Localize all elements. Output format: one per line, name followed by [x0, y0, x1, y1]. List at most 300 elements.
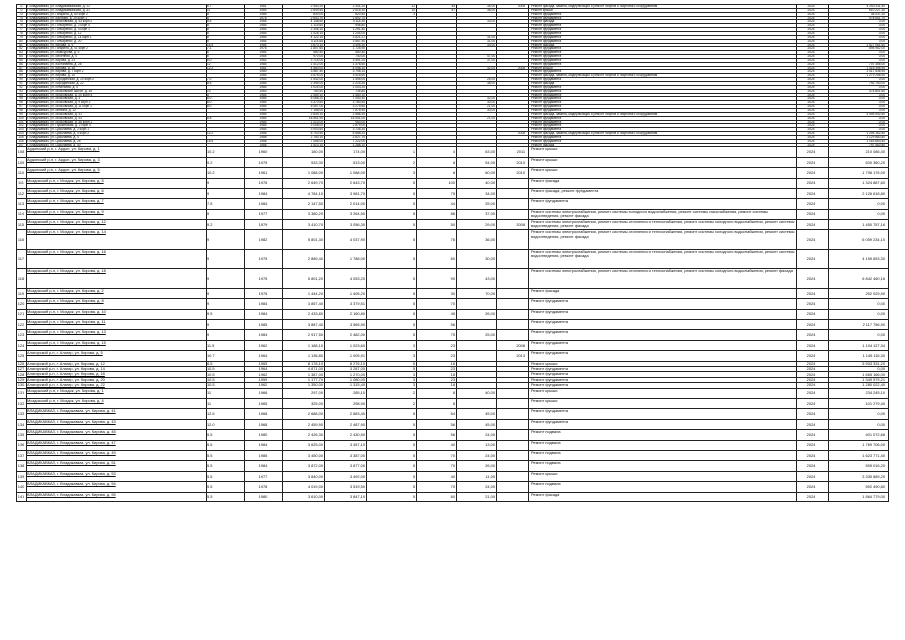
cell-a1: 2 643,70	[310, 16, 323, 20]
cell-sum: 0,00	[878, 31, 885, 35]
cell-cnt: 23	[450, 366, 455, 372]
cell-work: Ремонт фундамента	[531, 93, 562, 97]
cell-a1: 970,00	[313, 55, 323, 59]
cell-sum: 1 145 116,30	[862, 352, 885, 358]
cell-plan: 2024	[806, 190, 816, 196]
cell-sum: 4 495 592,60	[866, 112, 885, 116]
table-row	[16, 419, 888, 429]
cell-yr2: 2008	[516, 342, 525, 348]
cell-a1: 4 784,10	[307, 190, 323, 196]
cell-num: 90	[19, 78, 23, 82]
cell-a2: 3 287,00	[349, 366, 365, 372]
cell-addr: г. Владикавказ, ул. Московская, д. 46 корп 1	[27, 120, 93, 124]
cell-a1: 3 587,40	[310, 70, 323, 74]
cell-cnt: 70	[450, 452, 455, 458]
cell-sum: 0,00	[878, 101, 885, 105]
cell-addr: Алагирский р-н, г. Алагир, ул. Кирова, д. 18	[27, 372, 105, 377]
cell-num: 139	[17, 473, 25, 479]
cell-plan: 2024	[807, 78, 815, 82]
cell-a2: 1 005,91	[349, 352, 365, 358]
cell-addr: ВЛАДИКАВКАЗ, г. Владикавказ, ул. Кирова, д. 54	[27, 482, 116, 487]
cell-fl: 10	[411, 8, 415, 12]
column-divider	[244, 4, 245, 502]
cell-work: Ремонт подвала	[531, 430, 561, 435]
cell-addr: Моздокский р-н, г. Моздок, ул. Кирова, д. 6	[27, 189, 104, 194]
cell-v1: 9	[207, 190, 210, 196]
cell-a1: 325,00	[311, 400, 323, 406]
cell-addr: г. Владикавказ, ул. Весенняя, д. 4	[27, 55, 77, 59]
cell-a2: 513,00	[353, 159, 365, 165]
cell-v1: 8	[207, 12, 209, 16]
cell-a2: 3 877,00	[349, 463, 365, 469]
cell-work: Ремонт крыши	[531, 361, 558, 366]
cell-plan: 2024	[806, 149, 816, 155]
cell-yr2: 2008	[516, 221, 525, 227]
cell-addr: г. Владикавказ, ул. Гагарина, д. 41 корп 2	[27, 47, 88, 51]
cell-cnt: 100	[448, 180, 455, 186]
cell-v1: 12	[207, 62, 211, 66]
cell-num: 128	[17, 372, 25, 377]
cell-yr2: 2013	[516, 352, 525, 358]
cell-a2: 1 291,50	[352, 28, 365, 32]
cell-sum: 707 356,00	[869, 62, 885, 66]
cell-plan: 2024	[807, 74, 815, 78]
cell-v1: 5.5	[207, 494, 213, 500]
cell-v1: 11	[207, 400, 212, 406]
cell-work: Ремонт фасада	[531, 143, 555, 147]
cell-fl: 12	[411, 5, 415, 8]
cell-v1: 10.2	[207, 149, 215, 155]
cell-a2: 3 587,40	[352, 39, 365, 43]
cell-sum: 4 159 653,30	[862, 256, 885, 262]
cell-v2: 32,00	[487, 97, 495, 101]
cell-a1: 2 440,20	[310, 5, 323, 8]
cell-a2: 7 040,40	[352, 97, 365, 101]
cell-v1: 6	[207, 55, 209, 59]
cell-v1: 7.1	[207, 47, 212, 51]
cell-addr: г. Владикавказ, ул. Гончаренко, д. 4 корп 1	[27, 28, 90, 32]
cell-a1: 2 426,30	[307, 431, 323, 437]
cell-v1: 9	[207, 180, 210, 186]
cell-sum: 895 962,00	[869, 47, 885, 51]
cell-addr: г. Владикавказ, ул. Пушкинская, д. 2 корп 4	[27, 124, 91, 128]
cell-plan: 2024	[806, 452, 816, 458]
cell-a2: 1 788,00	[349, 256, 365, 262]
cell-sum: 45 037,20	[870, 12, 885, 16]
cell-v2: 24,00	[485, 483, 495, 489]
cell-a2: 2 487,90	[349, 421, 365, 427]
cell-a2: 1 405,20	[349, 290, 365, 296]
cell-addr: ВЛАДИКАВКАЗ, г. Владикавказ, ул. Кирова, д. 43	[27, 419, 116, 424]
cell-num: 80	[19, 39, 23, 43]
table-border	[16, 4, 17, 502]
cell-plan: 2024	[807, 51, 815, 55]
cell-cnt: 44	[451, 5, 455, 8]
cell-fl: 5	[412, 483, 415, 489]
cell-a2: 4 053,20	[349, 275, 365, 281]
cell-a1: 1 807,60	[310, 47, 323, 51]
cell-fl: 5	[412, 452, 415, 458]
cell-num: 130	[17, 383, 25, 388]
cell-addr: Моздокский р-н, г. Моздок, ул. Кирова, д. 11	[27, 319, 106, 324]
cell-year: 1984	[258, 201, 268, 207]
cell-num: 73	[19, 12, 23, 16]
cell-year: 1984	[259, 101, 267, 105]
cell-addr: Моздокский р-н, г. Моздок, ул. Кирова, д. 9	[27, 209, 104, 214]
cell-sum: 1 417 536,90	[866, 70, 885, 74]
cell-v2: 31,00	[487, 39, 495, 43]
table-row	[16, 398, 888, 408]
cell-work: Ремонт фасада, замена, модернизация и ремонт лифтов и лифтового оборудования	[531, 112, 658, 116]
cell-a1: 3 857,40	[307, 300, 323, 306]
cell-num: 124	[17, 342, 25, 348]
cell-plan: 2024	[806, 400, 816, 406]
cell-a1: 2 308,10	[310, 28, 323, 32]
cell-addr: г. Владикавказ, ул. Кирова, д. 9	[27, 43, 74, 47]
cell-addr: г. Владикавказ, ул. Московская, д. 11 корп 1	[27, 105, 92, 109]
cell-a1: 3 625,00	[307, 442, 323, 448]
cell-v2: 13,00	[485, 442, 495, 448]
cell-year: 1984	[259, 78, 267, 82]
cell-a2: 3 457,10	[349, 442, 365, 448]
cell-addr: Моздокский р-н, г. Моздок, ул. Кирова, д. 10	[27, 309, 106, 314]
cell-addr: г. Владикавказ, ул. Московская, д. 9 корп 2	[27, 101, 91, 105]
cell-v2: 25,00	[485, 332, 495, 338]
cell-v2: 47,00	[487, 55, 495, 59]
cell-a1: 4 871,00	[307, 366, 323, 372]
cell-work: Ремонт крыши	[531, 147, 558, 152]
cell-a2: 1 003,20	[352, 85, 365, 89]
cell-sum: 3 335 889,20	[862, 473, 885, 479]
cell-a2: 2 879,00	[352, 124, 365, 128]
cell-addr: г. Владикавказ, ул. Цоколаева, д. 2 корп 1	[27, 128, 89, 132]
cell-a1: 297,00	[311, 390, 323, 396]
cell-v2: 34,00	[485, 190, 495, 196]
cell-sum: 2 126 618,80	[862, 190, 885, 196]
cell-sum: 0,00	[878, 105, 885, 109]
cell-a2: 3 798,10	[352, 70, 365, 74]
cell-work: Ремонт крыши	[531, 157, 558, 162]
cell-year: 1984	[259, 85, 267, 89]
cell-v2: 33,00	[487, 43, 495, 47]
cell-num: 93	[19, 89, 23, 93]
table-border	[888, 4, 889, 502]
cell-a1: 1 136,80	[307, 352, 323, 358]
cell-addr: ВЛАДИКАВКАЗ, г. Владикавказ, ул. Кирова, д. 41	[27, 409, 116, 414]
cell-a1: 18 561,90	[308, 116, 323, 120]
cell-sum: 0,00	[878, 128, 885, 132]
cell-year: 1980	[258, 494, 268, 500]
cell-addr: г. Владикавказ, ул. Бородинская, д. 20 корп 2	[27, 78, 94, 82]
cell-addr: Моздокский р-н, г. Моздок, ул. Кирова, д. 7	[27, 199, 104, 204]
cell-plan: 2024	[807, 112, 815, 116]
cell-a2: 3 379,51	[349, 300, 365, 306]
cell-a1: 3 872,00	[307, 463, 323, 469]
cell-v1: 8	[207, 16, 209, 20]
cell-addr: г. Владикавказ, ул. Цоколаева, д. 40	[27, 143, 81, 147]
cell-a2: 7 222,00	[352, 139, 365, 143]
cell-a2: 2 683,40	[349, 411, 365, 417]
cell-num: 92	[19, 85, 23, 89]
cell-v1: 8.0	[207, 105, 212, 109]
cell-a1: 5 801,30	[307, 236, 323, 242]
cell-v2: 45,00	[485, 421, 495, 427]
cell-fl: 5	[412, 494, 415, 500]
cell-year: 1984	[259, 108, 267, 112]
table-row	[16, 298, 888, 308]
cell-cnt: 18	[450, 383, 455, 388]
cell-year: 1985	[259, 20, 267, 24]
cell-cnt: 86	[450, 211, 455, 217]
cell-sum: 0,00	[878, 85, 885, 89]
cell-work: Ремонт фасада, замена, модернизация и ремонт лифтов и лифтового оборудования	[531, 132, 658, 136]
cell-plan: 2024	[806, 372, 816, 377]
cell-year: 1984	[259, 31, 267, 35]
cell-cnt: 50	[450, 221, 455, 227]
cell-year: 1959	[258, 377, 268, 382]
cell-sum: 0,00	[878, 20, 885, 24]
cell-yr2: 2008	[517, 5, 525, 8]
cell-work: Ремонт подвала	[531, 482, 561, 487]
cell-num: 141	[17, 494, 25, 500]
cell-a1: 6 700,50	[310, 132, 323, 136]
cell-num: 122	[17, 321, 25, 327]
cell-a2: 1 080,00	[349, 377, 365, 382]
cell-v2: 21,00	[485, 494, 495, 500]
cell-work: Ремонт фундамента	[531, 105, 562, 109]
cell-year: 1986	[259, 143, 267, 147]
cell-num: 100	[18, 116, 24, 120]
cell-v1: 9	[207, 332, 210, 338]
column-divider	[366, 4, 367, 502]
cell-v1: 10.7	[207, 352, 215, 358]
cell-plan: 2024	[807, 66, 815, 70]
cell-a2: 1 023,60	[349, 342, 365, 348]
cell-year: 1984	[259, 97, 267, 101]
cell-a1: 830,00	[313, 12, 323, 16]
cell-addr: г. Владикавказ, ул. Бородинская, д. 22	[27, 82, 84, 85]
cell-v1: 11	[207, 390, 212, 396]
cell-a2: 3 495,30	[352, 43, 365, 47]
table-row	[16, 188, 888, 198]
cell-work: Ремонт крыши	[531, 8, 553, 12]
cell-num: 76	[19, 24, 23, 28]
cell-addr: г. Владикавказ, ул. Московская, д. 20 корп 4	[27, 93, 93, 97]
cell-addr: г. Владикавказ, ул. Владикавказская, д. 22	[27, 5, 90, 8]
cell-a1: 3 840,00	[307, 473, 323, 479]
table-row	[16, 492, 888, 502]
cell-plan: 2024	[806, 366, 816, 372]
cell-year: 1975	[258, 275, 268, 281]
cell-year: 1984	[259, 120, 267, 124]
cell-plan: 2024	[807, 70, 815, 74]
cell-plan: 2024	[807, 35, 815, 39]
cell-work: Ремонт фундамента	[531, 351, 569, 356]
column-divider	[282, 4, 283, 502]
cell-addr: Алагирский р-н, г. Алагир, ул. Кирова, д. 5	[27, 351, 103, 356]
table-row	[16, 288, 888, 298]
cell-work: Ремонт подвала	[531, 440, 561, 445]
cell-v2: 29,00	[485, 221, 495, 227]
cell-sum: 792 790,00	[869, 82, 885, 85]
cell-v2: 40,00	[485, 390, 495, 396]
cell-a1: 2 889,40	[307, 256, 323, 262]
cell-num: 116	[17, 236, 25, 242]
cell-fl: 5	[412, 361, 415, 366]
cell-a1: 2 688,00	[307, 411, 323, 417]
cell-num: 95	[19, 97, 23, 101]
cell-v1: 5.5	[207, 431, 213, 437]
cell-year: 1985	[258, 452, 268, 458]
cell-sum: 0,00	[878, 24, 885, 28]
cell-a1: 580,40	[313, 51, 323, 55]
cell-a1: 3 576,00	[310, 74, 323, 78]
cell-sum: 592 490,80	[865, 483, 885, 489]
cell-num: 138	[17, 463, 25, 469]
cell-fl: 5	[412, 300, 415, 306]
column-divider	[828, 4, 829, 502]
table-row	[16, 440, 888, 450]
cell-num: 77	[19, 28, 23, 32]
cell-v1: 15.5	[207, 139, 214, 143]
cell-work: Ремонт фундамента	[531, 372, 569, 377]
cell-plan: 2024	[807, 31, 815, 35]
cell-work: Ремонт крыши	[531, 398, 558, 403]
cell-addr: ВЛАДИКАВКАЗ, г. Владикавказ, ул. Кирова, д. 53	[27, 471, 116, 476]
cell-plan: 2024	[807, 120, 815, 124]
cell-plan: 2024	[807, 85, 815, 89]
cell-work: Ремонт фасада	[531, 492, 560, 497]
cell-year: 1984	[259, 93, 267, 97]
cell-a2: 2 482,00	[349, 332, 365, 338]
cell-plan: 2024	[806, 483, 816, 489]
cell-year: 1965	[258, 400, 268, 406]
cell-num: 123	[17, 332, 25, 338]
cell-fl: 3	[412, 352, 415, 358]
cell-work: Ремонт фундамента	[531, 58, 562, 62]
cell-num: 104	[18, 132, 24, 136]
cell-cnt: 56	[450, 321, 455, 327]
cell-plan: 2024	[806, 421, 816, 427]
cell-fl: 5	[412, 463, 415, 469]
cell-a1: 3 670,10	[310, 43, 323, 47]
cell-plan: 2024	[806, 342, 816, 348]
cell-plan: 2024	[807, 39, 815, 43]
cell-a1: 3 450,00	[307, 452, 323, 458]
cell-addr: ВЛАДИКАВКАЗ, г. Владикавказ, ул. Кирова, д. 47	[27, 440, 116, 445]
cell-work: Ремонт фундамента	[531, 85, 562, 89]
cell-v1: 5.5	[207, 463, 213, 469]
cell-a2: 2 643,70	[349, 180, 365, 186]
cell-work: Ремонт фундамента	[531, 366, 569, 371]
cell-a2: 174,00	[353, 149, 365, 155]
cell-work: Ремонт фундамента	[531, 12, 562, 16]
cell-num: 81	[19, 43, 23, 47]
cell-a1: 1 088,00	[307, 170, 323, 175]
cell-plan: 2024	[807, 108, 815, 112]
cell-work: Ремонт фундамента	[531, 330, 569, 335]
cell-fl: 5	[412, 201, 415, 207]
cell-addr: Моздокский р-н, г. Моздок, ул. Кирова, д. 5	[27, 178, 104, 183]
cell-sum: 1 279 256,90	[866, 74, 885, 78]
cell-v1: 8.8	[207, 116, 212, 120]
cell-work: Ремонт фундамента	[531, 101, 562, 105]
cell-work: Ремонт фундамента	[531, 128, 562, 132]
cell-a2: 285,10	[353, 390, 365, 396]
cell-num: 115	[17, 221, 25, 227]
cell-yr2: 2010	[516, 159, 525, 165]
cell-work: Ремонт фундамента	[531, 199, 569, 204]
cell-num: 136	[17, 442, 25, 448]
cell-sum: 610 227,30	[869, 8, 885, 12]
cell-work: Ремонт фундамента	[531, 299, 569, 304]
cell-plan: 2024	[807, 16, 815, 20]
cell-work: Ремонт фундамента	[531, 31, 562, 35]
cell-a1: 1 010,00	[310, 120, 323, 124]
cell-num: 101	[18, 120, 24, 124]
table-row	[16, 388, 888, 398]
cell-v2: 25,00	[485, 201, 495, 207]
cell-a1: 3 410,70	[307, 221, 323, 227]
cell-fl: 5	[412, 236, 415, 242]
cell-a2: 1 692,70	[352, 16, 365, 20]
cell-sum: 0,00	[877, 366, 885, 372]
cell-num: 103	[18, 128, 24, 132]
cell-num: 127	[17, 366, 25, 372]
cell-year: 1984	[259, 124, 267, 128]
cell-year: 1975	[258, 159, 268, 165]
cell-a2: 740,00	[355, 55, 365, 59]
cell-num: 96	[19, 101, 23, 105]
cell-year: 1985	[259, 12, 267, 16]
cell-a1: 4 148,60	[310, 20, 323, 24]
table-row	[16, 471, 888, 481]
cell-cnt: 18	[450, 372, 455, 377]
table-row	[16, 219, 888, 229]
cell-a1: 3 714,00	[310, 58, 323, 62]
cell-year: 1977	[258, 211, 268, 217]
cell-plan: 2024	[806, 442, 816, 448]
cell-fl: 5	[412, 366, 415, 372]
cell-cnt: 60	[450, 256, 455, 262]
cell-work: Ремонт фундамента	[531, 78, 562, 82]
cell-plan: 2024	[807, 135, 815, 139]
cell-year: 1984	[259, 55, 267, 59]
cell-sum: 1 769 706,00	[862, 442, 885, 448]
cell-plan: 2024	[807, 12, 815, 16]
table-row	[16, 481, 888, 491]
cell-a1: 180,00	[311, 149, 323, 155]
cell-num: 129	[17, 377, 25, 382]
cell-num: 89	[19, 74, 23, 78]
cell-year: 1984	[259, 116, 267, 120]
cell-work: Ремонт фундамента	[531, 70, 562, 74]
cell-work: Ремонт крыши	[531, 66, 553, 70]
cell-sum: 101 279,40	[865, 400, 885, 406]
cell-num: 132	[17, 400, 25, 406]
cell-num: 87	[19, 66, 23, 70]
cell-yr2: 2008	[517, 132, 525, 136]
cell-num: 108	[17, 149, 25, 155]
cell-sum: 1 280 022,40	[862, 383, 885, 388]
cell-work: Ремонт фундамента	[531, 39, 562, 43]
cell-v2: 30,00	[487, 108, 495, 112]
cell-work: Ремонт подвала	[531, 450, 561, 455]
cell-plan: 2024	[807, 28, 815, 32]
cell-a1: 2 147,50	[307, 201, 323, 207]
cell-cnt: 90	[450, 275, 455, 281]
cell-plan: 2024	[806, 256, 816, 262]
